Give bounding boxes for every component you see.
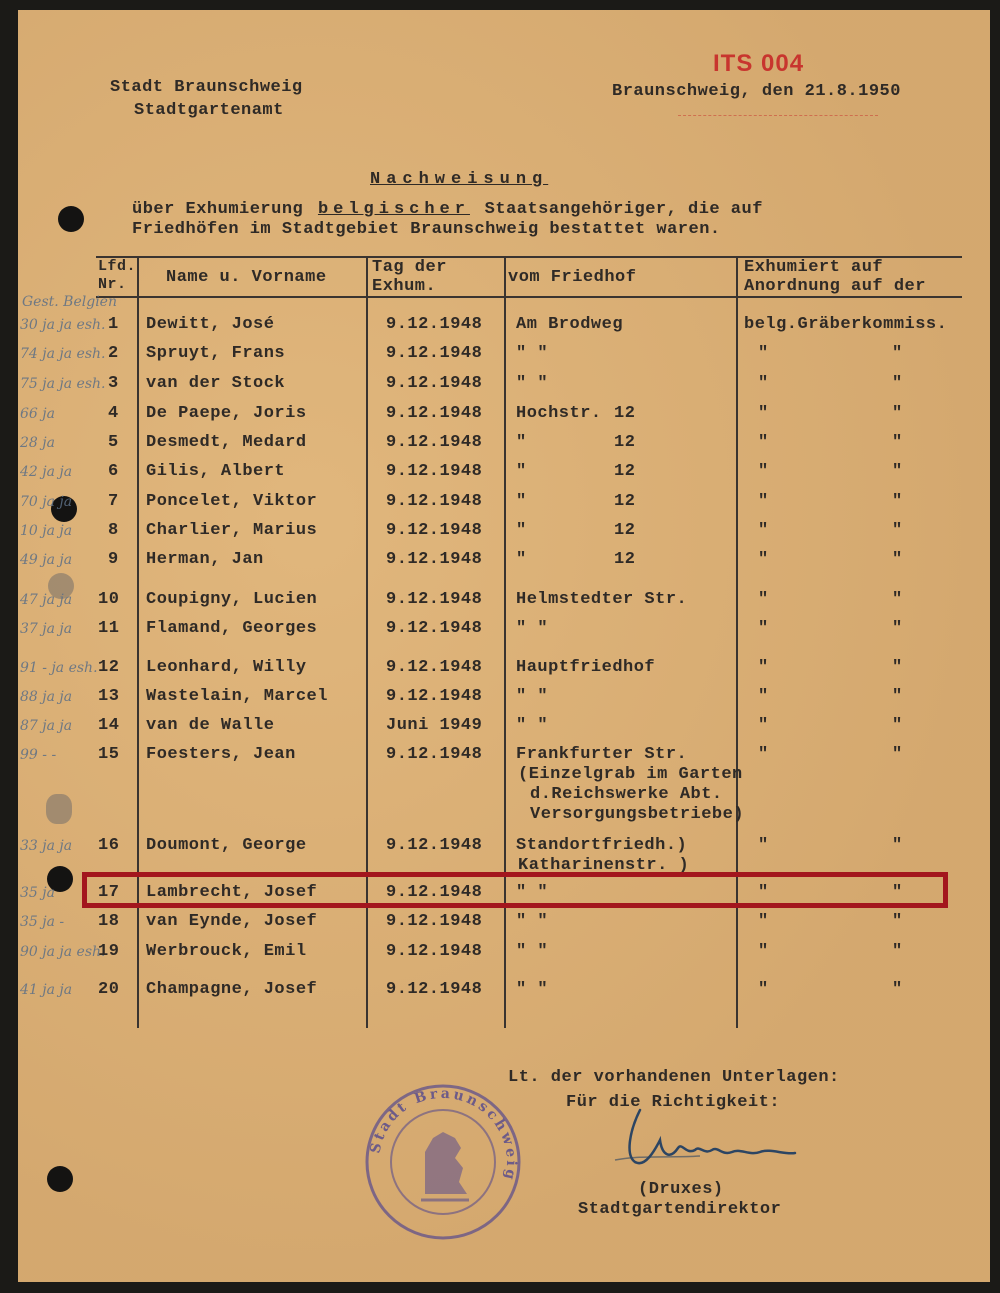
row-cemetery: " (516, 550, 527, 569)
table-col-rule (736, 256, 738, 1028)
row-order-a: " (758, 942, 769, 961)
row-name: Wastelain, Marcel (146, 687, 328, 706)
margin-note: 42 ja ja (20, 464, 73, 480)
row-date: 9.12.1948 (386, 745, 483, 764)
row-order-a: " (758, 433, 769, 452)
intro-part1: über Exhumierung (132, 200, 304, 219)
row-number: 18 (98, 912, 120, 931)
punch-hole (46, 794, 72, 824)
row-date: 9.12.1948 (386, 687, 483, 706)
row-date: 9.12.1948 (386, 462, 483, 481)
row-order-a: " (758, 687, 769, 706)
header-nr-1: Lfd. (98, 258, 137, 275)
intro-emph: belgischer (317, 200, 470, 219)
row-name: Flamand, Georges (146, 619, 318, 638)
city-seal (363, 1082, 523, 1242)
margin-note: 10 ja ja (20, 523, 73, 539)
row-order-a: " (758, 912, 769, 931)
row-name: van der Stock (146, 374, 286, 393)
svg-text:Stadt Braunschweig: Stadt Braunschweig (367, 1085, 520, 1184)
row-cemetery: " " (516, 344, 549, 363)
row-name: Leonhard, Willy (146, 658, 307, 677)
row-date: 9.12.1948 (386, 942, 483, 961)
row-order-a: " (758, 550, 769, 569)
row-date: 9.12.1948 (386, 658, 483, 677)
row-number: 2 (108, 344, 119, 363)
row-date: 9.12.1948 (386, 492, 483, 511)
row-order-b: " (892, 687, 903, 706)
row-cemetery: Frankfurter Str. (516, 745, 688, 764)
row-cemetery: " (516, 462, 527, 481)
document-page (18, 10, 990, 1282)
row-order-a: " (758, 836, 769, 855)
margin-note: 35 ja - (20, 914, 65, 930)
row-cemetery: Hauptfriedhof (516, 658, 656, 677)
row-number: 4 (108, 404, 119, 423)
header-name: Name u. Vorname (166, 268, 327, 287)
row-order-b: " (892, 404, 903, 423)
margin-note: 75 ja ja esh. (20, 376, 106, 392)
row-order-b: " (892, 462, 903, 481)
row-number: 8 (108, 521, 119, 540)
row-order-b: " (892, 433, 903, 452)
row-number: 9 (108, 550, 119, 569)
row-number: 20 (98, 980, 120, 999)
row-name: Desmedt, Medard (146, 433, 307, 452)
row-number: 13 (98, 687, 120, 706)
row-name: Werbrouck, Emil (146, 942, 307, 961)
row-cemetery: Standortfriedh.) (516, 836, 688, 855)
margin-note: 33 ja ja (20, 838, 73, 854)
row-order-b: " (892, 912, 903, 931)
row-date: 9.12.1948 (386, 315, 483, 334)
margin-note: 49 ja ja (20, 552, 73, 568)
row-order-b: " (892, 658, 903, 677)
row-name: van de Walle (146, 716, 275, 735)
row-name: Gilis, Albert (146, 462, 286, 481)
row-order-a: " (758, 521, 769, 540)
row-date: 9.12.1948 (386, 883, 483, 902)
row-order-b: " (892, 550, 903, 569)
intro-line2: Friedhöfen im Stadtgebiet Braunschweig bestattet waren. (132, 220, 721, 239)
row-date: 9.12.1948 (386, 344, 483, 363)
stamp-trace (678, 115, 878, 116)
row-order-a: " (758, 462, 769, 481)
row-highlight-box (82, 872, 948, 908)
row-date: 9.12.1948 (386, 619, 483, 638)
row-date: 9.12.1948 (386, 912, 483, 931)
row-number: 14 (98, 716, 120, 735)
row-name: Champagne, Josef (146, 980, 318, 999)
margin-note: 90 ja ja esh. (20, 944, 106, 960)
row-order-a: " (758, 344, 769, 363)
row-cemetery-note: d.Reichswerke Abt. (530, 785, 723, 804)
header-cemetery: vom Friedhof (508, 268, 637, 287)
row-date: 9.12.1948 (386, 836, 483, 855)
row-cemetery-number: 12 (614, 550, 636, 569)
row-order-a: " (758, 883, 769, 902)
row-cemetery: " " (516, 883, 549, 902)
row-number: 3 (108, 374, 119, 393)
row-order-b: " (892, 590, 903, 609)
row-number: 10 (98, 590, 120, 609)
row-cemetery: " " (516, 687, 549, 706)
row-name: van Eynde, Josef (146, 912, 318, 931)
punch-hole (58, 206, 84, 232)
row-order-a: " (758, 745, 769, 764)
row-order-a: " (758, 374, 769, 393)
margin-note: 91 - ja esh. (20, 660, 98, 676)
row-cemetery: " " (516, 942, 549, 961)
row-order-b: " (892, 344, 903, 363)
row-date: 9.12.1948 (386, 433, 483, 452)
footer-line1: Lt. der vorhandenen Unterlagen: (508, 1068, 840, 1087)
row-cemetery-note: (Einzelgrab im Garten (518, 765, 743, 784)
row-number: 17 (98, 883, 120, 902)
row-name: Doumont, George (146, 836, 307, 855)
row-number: 15 (98, 745, 120, 764)
row-name: Poncelet, Viktor (146, 492, 318, 511)
row-cemetery: " (516, 492, 527, 511)
row-cemetery-number: 12 (614, 404, 636, 423)
row-cemetery-number: 12 (614, 433, 636, 452)
row-cemetery: " (516, 433, 527, 452)
row-order-a: " (758, 980, 769, 999)
signer-name: (Druxes) (638, 1180, 724, 1199)
row-cemetery-note: Versorgungsbetriebe) (530, 805, 745, 824)
row-number: 16 (98, 836, 120, 855)
row-order-a: " (758, 716, 769, 735)
authority-line2: Stadtgartenamt (134, 101, 284, 120)
table-col-rule (504, 256, 506, 1028)
header-order-2: Anordnung auf der (744, 277, 926, 296)
row-name: Herman, Jan (146, 550, 264, 569)
row-order-b: " (892, 521, 903, 540)
footer-line2: Für die Richtigkeit: (566, 1093, 781, 1112)
row-order-a: " (758, 619, 769, 638)
row-date: Juni 1949 (386, 716, 483, 735)
row-order-b: " (892, 716, 903, 735)
margin-note: 35 ja (20, 885, 55, 901)
row-cemetery: " " (516, 374, 549, 393)
its-stamp: ITS 004 (713, 50, 805, 77)
row-order-b: " (892, 492, 903, 511)
row-name: Foesters, Jean (146, 745, 296, 764)
row-order-b: " (892, 942, 903, 961)
intro-line1 (132, 200, 763, 219)
row-cemetery: " " (516, 980, 549, 999)
margin-note: 28 ja (20, 435, 55, 451)
margin-note: 99 - - (20, 747, 57, 763)
row-name: Coupigny, Lucien (146, 590, 318, 609)
document-heading: Nachweisung (370, 170, 549, 189)
row-order-a: " (758, 590, 769, 609)
row-order-b: " (892, 980, 903, 999)
place-date: Braunschweig, den 21.8.1950 (612, 82, 901, 101)
margin-header-note: Gest. Belgien (22, 294, 117, 310)
header-date-2: Exhum. (372, 277, 437, 296)
row-order-a: " (758, 404, 769, 423)
header-date-1: Tag der (372, 258, 447, 277)
row-cemetery: " " (516, 912, 549, 931)
header-nr-2: Nr. (98, 276, 127, 293)
row-number: 5 (108, 433, 119, 452)
margin-note: 66 ja (20, 406, 55, 422)
row-number: 1 (108, 315, 119, 334)
row-cemetery-number: 12 (614, 492, 636, 511)
row-number: 11 (98, 619, 120, 638)
margin-note: 87 ja ja (20, 718, 73, 734)
header-order-1: Exhumiert auf (744, 258, 884, 277)
row-name: Dewitt, José (146, 315, 275, 334)
row-date: 9.12.1948 (386, 550, 483, 569)
row-cemetery: " " (516, 619, 549, 638)
table-col-rule (137, 256, 139, 1028)
row-number: 19 (98, 942, 120, 961)
table-header-rule (96, 296, 962, 298)
margin-note: 74 ja ja esh. (20, 346, 106, 362)
row-date: 9.12.1948 (386, 404, 483, 423)
row-order-b: " (892, 836, 903, 855)
row-cemetery-number: 12 (614, 521, 636, 540)
signature-image (600, 1100, 800, 1180)
row-cemetery: Helmstedter Str. (516, 590, 688, 609)
authority-line1: Stadt Braunschweig (110, 78, 303, 97)
row-name: De Paepe, Joris (146, 404, 307, 423)
margin-note: 30 ja ja esh. (20, 317, 106, 333)
row-cemetery: Am Brodweg (516, 315, 624, 334)
row-cemetery-note: Katharinenstr. ) (518, 856, 690, 875)
row-order-b: " (892, 883, 903, 902)
signer-title: Stadtgartendirektor (578, 1200, 782, 1219)
row-cemetery: Hochstr. (516, 404, 602, 423)
row-number: 7 (108, 492, 119, 511)
row-date: 9.12.1948 (386, 980, 483, 999)
row-order-a: belg.Gräberkommiss. (744, 315, 948, 334)
table-col-rule (366, 256, 368, 1028)
row-order-b: " (892, 374, 903, 393)
margin-note: 41 ja ja (20, 982, 73, 998)
margin-note: 88 ja ja (20, 689, 73, 705)
row-name: Spruyt, Frans (146, 344, 286, 363)
intro-part2: Staatsangehöriger, die auf (484, 200, 763, 219)
row-date: 9.12.1948 (386, 590, 483, 609)
row-order-a: " (758, 492, 769, 511)
row-order-b: " (892, 745, 903, 764)
row-date: 9.12.1948 (386, 374, 483, 393)
row-name: Charlier, Marius (146, 521, 318, 540)
punch-hole (47, 1166, 73, 1192)
row-cemetery: " " (516, 716, 549, 735)
margin-note: 47 ja ja (20, 592, 73, 608)
row-order-b: " (892, 619, 903, 638)
row-number: 6 (108, 462, 119, 481)
row-name: Lambrecht, Josef (146, 883, 318, 902)
margin-note: 37 ja ja (20, 621, 73, 637)
row-order-a: " (758, 658, 769, 677)
row-cemetery: " (516, 521, 527, 540)
row-number: 12 (98, 658, 120, 677)
row-date: 9.12.1948 (386, 521, 483, 540)
row-cemetery-number: 12 (614, 462, 636, 481)
margin-note: 70 ja ja (20, 494, 73, 510)
